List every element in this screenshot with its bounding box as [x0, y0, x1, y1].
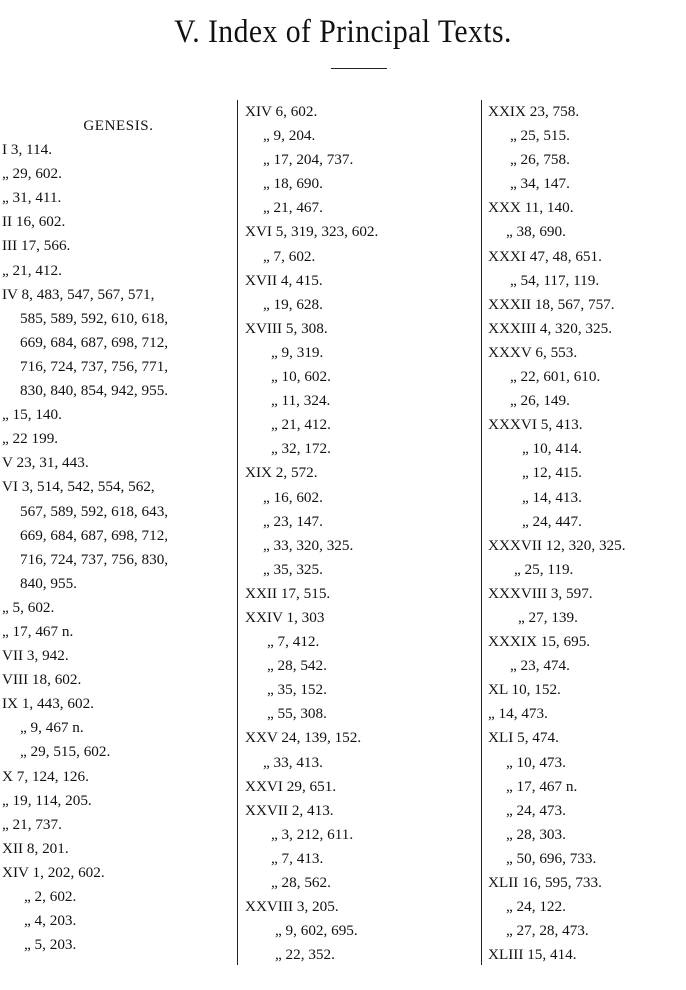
index-column-2	[245, 100, 477, 967]
index-entry: XIX 2, 572.	[245, 464, 318, 482]
index-entry: V 23, 31, 443.	[2, 454, 89, 472]
index-entry: „ 23, 147.	[263, 512, 323, 530]
index-entry: „ 38, 690.	[506, 223, 566, 241]
index-entry: „ 9, 467 n.	[20, 719, 84, 737]
index-entry: III 17, 566.	[2, 237, 71, 255]
index-entry: „ 34, 147.	[510, 175, 570, 193]
index-entry: „ 22, 601, 610.	[510, 368, 601, 386]
index-entry: XXII 17, 515.	[245, 584, 331, 602]
index-entry: XXXII 18, 567, 757.	[488, 295, 615, 313]
index-entry: „ 24, 473.	[506, 801, 566, 819]
index-entry: „ 33, 320, 325.	[263, 536, 354, 554]
index-entry: „ 2, 602.	[24, 888, 77, 905]
index-entry: XXX 11, 140.	[488, 199, 574, 217]
index-entry: 840, 955.	[20, 574, 77, 592]
index-entry: 669, 684, 687, 698, 712,	[20, 526, 169, 544]
index-entry: XLII 16, 595, 733.	[488, 874, 602, 891]
index-entry: XIV 6, 602.	[245, 103, 318, 120]
title-rule	[331, 68, 387, 69]
index-entry: „ 28, 542.	[267, 657, 327, 675]
index-entry: „ 21, 412.	[2, 261, 62, 279]
index-entry: „ 7, 413.	[271, 849, 324, 867]
index-entry: XXIV 1, 303	[245, 608, 325, 626]
index-entry: XLI 5, 474.	[488, 729, 559, 747]
index-entry: 716, 724, 737, 756, 771,	[20, 357, 169, 375]
index-entry: XVII 4, 415.	[245, 271, 323, 289]
index-entry: „ 50, 696, 733.	[506, 849, 597, 867]
index-entry: „ 10, 602.	[271, 368, 331, 386]
index-entry: XXVIII 3, 205.	[245, 898, 339, 916]
column-divider	[481, 100, 482, 965]
index-entry: IV 8, 483, 547, 567, 571,	[2, 285, 155, 303]
index-entry: „ 12, 415.	[522, 464, 582, 482]
index-entry: „ 16, 602.	[263, 488, 323, 506]
index-entry: „ 5, 203.	[24, 936, 77, 954]
index-entry: XXXVI 5, 413.	[488, 416, 583, 434]
index-entry: „ 19, 114, 205.	[2, 791, 92, 809]
index-entry: „ 9, 602, 695.	[275, 922, 358, 940]
index-entry: 830, 840, 854, 942, 955.	[20, 382, 169, 400]
index-entry: „ 17, 204, 737.	[263, 151, 354, 169]
index-entry: „ 28, 303.	[506, 825, 566, 843]
index-entry: „ 23, 474.	[510, 657, 570, 675]
index-entry: „ 7, 602.	[263, 247, 316, 265]
index-entry: „ 19, 628.	[263, 295, 323, 313]
index-entry: 585, 589, 592, 610, 618,	[20, 309, 169, 327]
index-column-3	[488, 100, 686, 967]
index-entry: „ 10, 414.	[522, 440, 582, 458]
index-entry: „ 24, 447.	[522, 512, 582, 530]
index-entry: „ 27, 139.	[518, 608, 578, 626]
index-entry: I 3, 114.	[2, 141, 53, 159]
index-entry: „ 55, 308.	[267, 705, 327, 723]
index-entry: XXVI 29, 651.	[245, 777, 337, 795]
index-entry: „ 14, 473.	[488, 705, 548, 723]
index-entry: XVI 5, 319, 323, 602.	[245, 223, 379, 241]
index-entry: „ 22, 352.	[275, 946, 335, 964]
index-entry: XXXVII 12, 320, 325.	[488, 536, 626, 554]
index-entry: „ 21, 412.	[271, 416, 331, 434]
index-entry: XII 8, 201.	[2, 839, 69, 857]
index-entry: „ 33, 413.	[263, 753, 323, 771]
index-entry: VI 3, 514, 542, 554, 562,	[2, 478, 155, 496]
index-entry: „ 54, 117, 119.	[510, 271, 600, 289]
index-entry: „ 21, 737.	[2, 815, 62, 833]
index-entry: XVIII 5, 308.	[245, 319, 328, 337]
index-entry: „ 17, 467 n.	[2, 622, 74, 640]
index-entry: XXXVIII 3, 597.	[488, 584, 593, 602]
index-entry: „ 26, 149.	[510, 392, 570, 410]
index-entry: „ 29, 602.	[2, 165, 62, 183]
index-entry: „ 24, 122.	[506, 898, 566, 916]
index-entry: „ 35, 152.	[267, 681, 327, 699]
index-entry: „ 21, 467.	[263, 199, 323, 217]
index-entry: „ 14, 413.	[522, 488, 582, 506]
index-entry: „ 5, 602.	[2, 598, 55, 616]
index-entry: XXIX 23, 758.	[488, 103, 580, 120]
index-entry: 669, 684, 687, 698, 712,	[20, 333, 169, 351]
index-entry: XXXIX 15, 695.	[488, 633, 591, 651]
index-entry: „ 17, 467 n.	[506, 777, 578, 795]
index-entry: „ 28, 562.	[271, 874, 331, 891]
index-entry: XIV 1, 202, 602.	[2, 863, 105, 881]
heading-spacer	[2, 100, 235, 114]
column-divider	[237, 100, 238, 965]
index-entry: II 16, 602.	[2, 213, 66, 231]
index-entry: „ 7, 412.	[267, 633, 320, 651]
index-entry: „ 10, 473.	[506, 753, 566, 771]
index-entry: X 7, 124, 126.	[2, 767, 89, 785]
index-entry: „ 18, 690.	[263, 175, 323, 193]
index-entry: XXVII 2, 413.	[245, 801, 334, 819]
index-entry: 567, 589, 592, 618, 643,	[20, 502, 169, 520]
index-entry: „ 11, 324.	[271, 392, 331, 410]
index-entry: XXV 24, 139, 152.	[245, 729, 362, 747]
index-entry: XXXI 47, 48, 651.	[488, 247, 602, 265]
index-entry: „ 15, 140.	[2, 406, 62, 424]
index-entry: XXXIII 4, 320, 325.	[488, 319, 613, 337]
index-column-1	[2, 100, 235, 957]
index-entry: „ 22 199.	[2, 430, 59, 448]
index-entry: „ 35, 325.	[263, 560, 323, 578]
index-entry: „ 9, 204.	[263, 127, 316, 145]
index-entry: „ 31, 411.	[2, 189, 62, 207]
index-entry: „ 32, 172.	[271, 440, 331, 458]
index-entry: „ 26, 758.	[510, 151, 570, 169]
index-entry: XL 10, 152.	[488, 681, 561, 699]
index-entry: XLIII 15, 414.	[488, 946, 577, 964]
index-entry: „ 4, 203.	[24, 912, 77, 930]
index-entry: VII 3, 942.	[2, 647, 69, 665]
index-entry: „ 27, 28, 473.	[506, 922, 589, 940]
index-entry: „ 25, 515.	[510, 127, 570, 145]
index-entry: „ 9, 319.	[271, 343, 324, 361]
index-entry: „ 29, 515, 602.	[20, 743, 111, 761]
index-entry: IX 1, 443, 602.	[2, 695, 94, 713]
index-entry: 716, 724, 737, 756, 830,	[20, 550, 169, 568]
page-title: V. Index of Principal Texts.	[174, 14, 512, 50]
index-entry: XXXV 6, 553.	[488, 343, 578, 361]
index-entry: „ 3, 212, 611.	[271, 825, 354, 843]
book-heading: GENESIS.	[83, 118, 154, 134]
index-entry: VIII 18, 602.	[2, 671, 82, 689]
index-entry: „ 25, 119.	[514, 560, 574, 578]
